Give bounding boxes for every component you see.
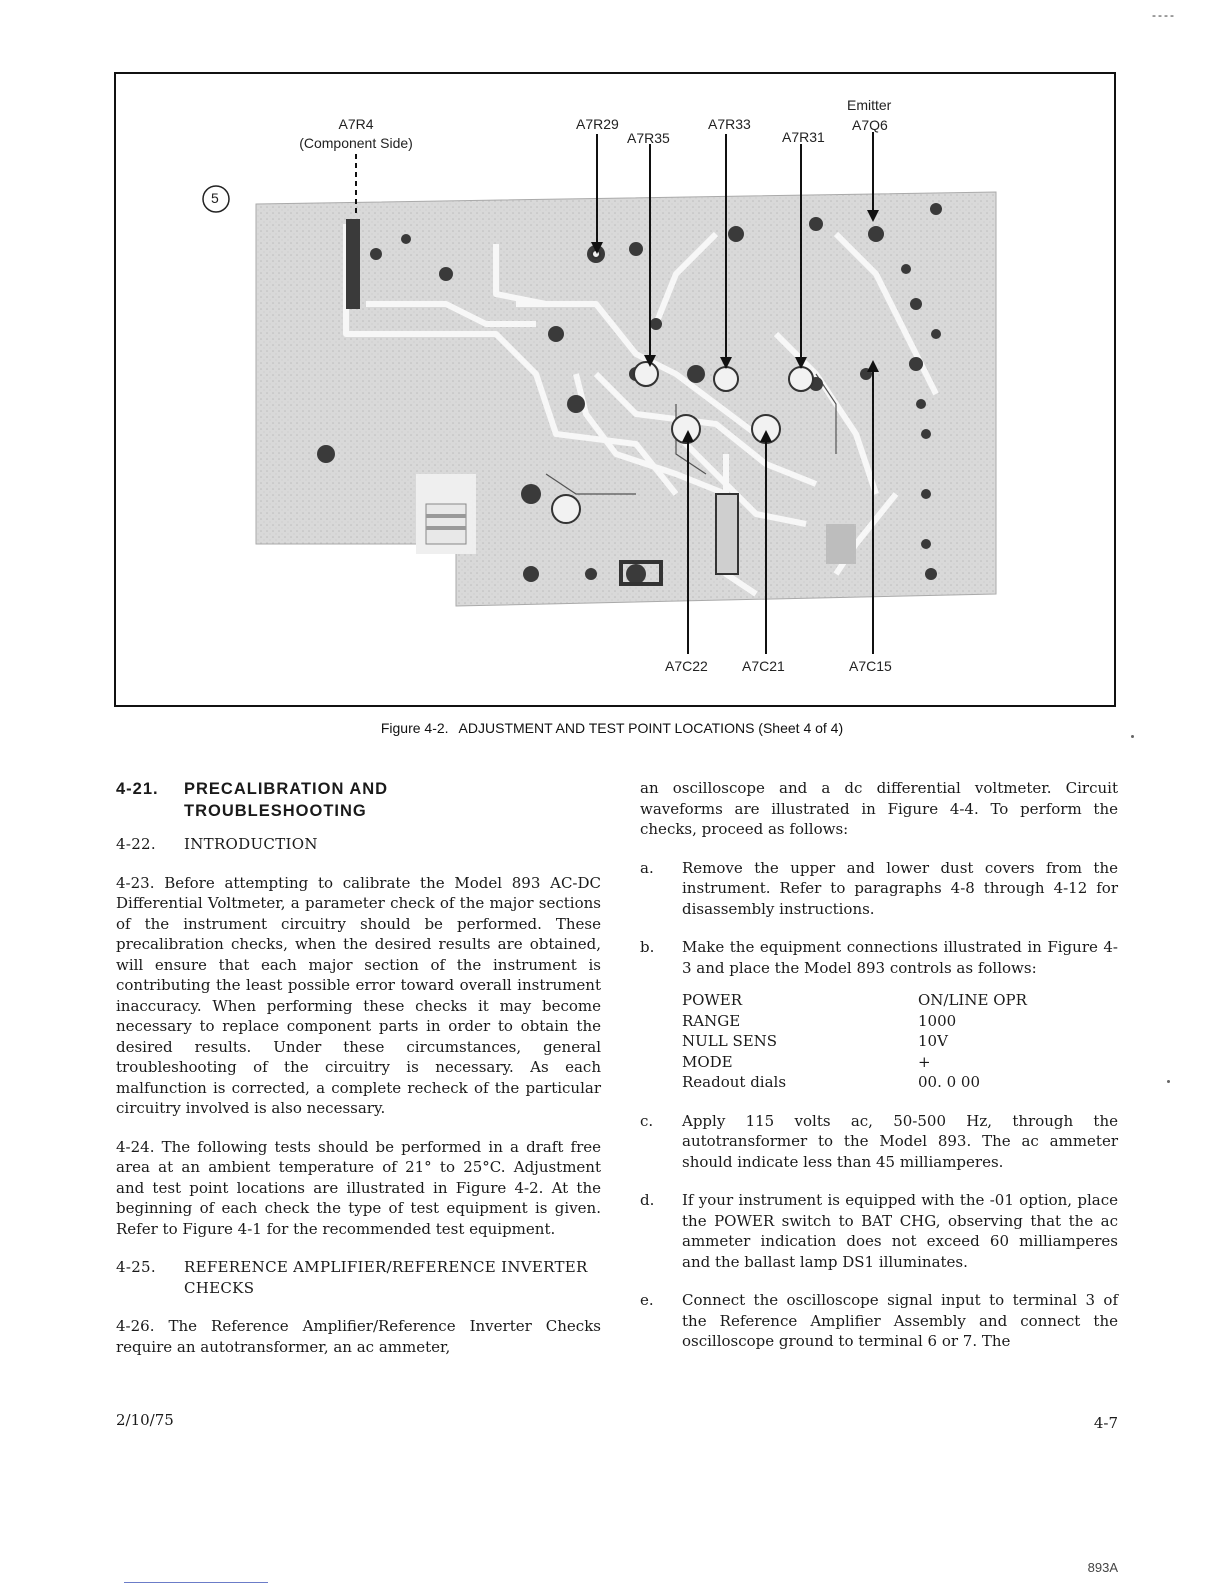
settings-control: NULL SENS: [682, 1032, 778, 1050]
left-column: [116, 778, 601, 1357]
callout-emitter: Emitter: [847, 97, 892, 113]
section-title: [184, 778, 388, 822]
figure-caption-number: Figure 4-2.: [380, 720, 449, 736]
stray-dot: [1167, 1080, 1170, 1083]
settings-value: ON/LINE OPR: [918, 991, 1027, 1009]
section-number: 4-21.: [116, 780, 159, 798]
subheading-title: REFERENCE AMPLIFIER/REFERENCE INVERTER CHECKS: [184, 1258, 588, 1297]
callout-a7q6: A7Q6: [852, 117, 888, 133]
subheading-reference-checks: [116, 1257, 601, 1298]
subheading-introduction: [116, 834, 601, 855]
callout-a7r4: A7R4: [338, 116, 374, 132]
step-a: [640, 858, 1118, 920]
control-settings-table: [682, 990, 1118, 1093]
page-number: 4-7: [1093, 1414, 1118, 1432]
settings-control: MODE: [682, 1052, 733, 1071]
settings-value: 1000: [918, 1011, 957, 1030]
footer-date: 2/10/75: [116, 1411, 174, 1429]
callout-a7c22: A7C22: [665, 658, 708, 674]
sheet-marker: 5: [211, 190, 219, 206]
settings-row: [682, 1072, 1118, 1093]
step-letter: d.: [640, 1191, 655, 1209]
callout-a7r33: A7R33: [708, 116, 751, 132]
callout-a7c21: A7C21: [742, 658, 785, 674]
step-text: Connect the oscilloscope signal input to terminal 3 of the Reference Amplifier Assembly and connect the oscilloscope ground to terminal 6 or 7. The: [682, 1291, 1118, 1350]
step-text: Remove the upper and lower dust covers from the instrument. Refer to paragraphs 4-8 through 4-12 for disassembly instructions.: [682, 858, 1118, 918]
right-column: [640, 778, 1118, 1352]
step-letter: b.: [640, 938, 655, 956]
settings-value: 10V: [918, 1032, 948, 1050]
paragraph-4-24: 4-24. The following tests should be performed in a draft free area at an ambient temperature of 21° to 25°C. Adjustment and test point locations are illustrated in Figure 4-2. At the beginning of each check the type of test equipment is given. Refer to Figure 4-1 for the recommended test equipment.: [116, 1137, 601, 1238]
subheading-number: 4-22.: [116, 835, 156, 853]
document-code: 893A: [1087, 1560, 1118, 1575]
settings-control: Readout dials: [682, 1073, 787, 1091]
paragraph-continued: an oscilloscope and a dc differential voltmeter. Circuit waveforms are illustrated in Figure 4-4. To perform the checks, proceed as follows:: [640, 779, 1118, 838]
settings-row: [682, 1052, 1118, 1073]
settings-row: [682, 990, 1118, 1011]
figure-frame: [114, 72, 1116, 707]
section-heading-4-21: [116, 778, 601, 822]
step-text: Make the equipment connections illustrated in Figure 4-3 and place the Model 893 controls as follows:: [682, 938, 1118, 977]
figure-caption-text: ADJUSTMENT AND TEST POINT LOCATIONS (Sheet 4 of 4): [458, 720, 844, 736]
section-title-line-2: TROUBLESHOOTING: [184, 802, 367, 820]
step-e: [640, 1290, 1118, 1352]
footer-rule: [124, 1582, 268, 1583]
settings-row: [682, 1011, 1118, 1032]
callout-a7r29: A7R29: [576, 116, 619, 132]
settings-value: 00. 0 00: [918, 1073, 981, 1091]
settings-value: +: [918, 1052, 931, 1071]
step-text: Apply 115 volts ac, 50-500 Hz, through the autotransformer to the Model 893. The ac ammeter should indicate less than 45 milliamperes.: [682, 1111, 1118, 1171]
settings-row: [682, 1031, 1118, 1052]
step-text: If your instrument is equipped with the -01 option, place the POWER switch to BAT CHG, observing that the ac ammeter indication does not exceed 60 milliamperes and the ballast lamp DS1 illuminates.: [682, 1191, 1118, 1271]
subheading-number: 4-25.: [116, 1258, 156, 1276]
subheading-title: INTRODUCTION: [184, 835, 318, 853]
circuit-board-photo: [116, 74, 1114, 705]
corner-mark: ----: [1152, 8, 1176, 22]
callout-a7c15: A7C15: [849, 658, 892, 674]
settings-control: RANGE: [682, 1011, 741, 1030]
step-letter: c.: [640, 1111, 654, 1130]
step-letter: a.: [640, 858, 654, 877]
step-d: [640, 1190, 1118, 1272]
settings-control: POWER: [682, 991, 743, 1009]
figure-caption: [0, 720, 1224, 736]
step-c: [640, 1111, 1118, 1173]
callout-a7r4-sub: (Component Side): [299, 135, 413, 151]
callout-a7r35: A7R35: [627, 130, 670, 146]
stray-dot: [1131, 735, 1134, 738]
step-b: [640, 937, 1118, 978]
paragraph-4-26: 4-26. The Reference Amplifier/Reference Inverter Checks require an autotransformer, an ac ammeter,: [116, 1317, 601, 1356]
paragraph-4-23: 4-23. Before attempting to calibrate the Model 893 AC-DC Differential Voltmeter, a parameter check of the major sections of the instrument circuitry should be performed. These precalibration checks, when the desired results are obtained, will ensure that each major section of the instrument is contributing the least possible error toward overall instrument inaccuracy. When performing these checks it may become necessary to replace component parts in order to obtain the desired results. Under these circumstances, general troubleshooting of the circuitry is necessary. As each malfunction is corrected, a complete recheck of the particular circuitry involved is also necessary.: [116, 873, 601, 1117]
section-title-line-1: PRECALIBRATION AND: [184, 780, 389, 798]
step-letter: e.: [640, 1291, 654, 1309]
callout-a7r31: A7R31: [782, 129, 825, 145]
